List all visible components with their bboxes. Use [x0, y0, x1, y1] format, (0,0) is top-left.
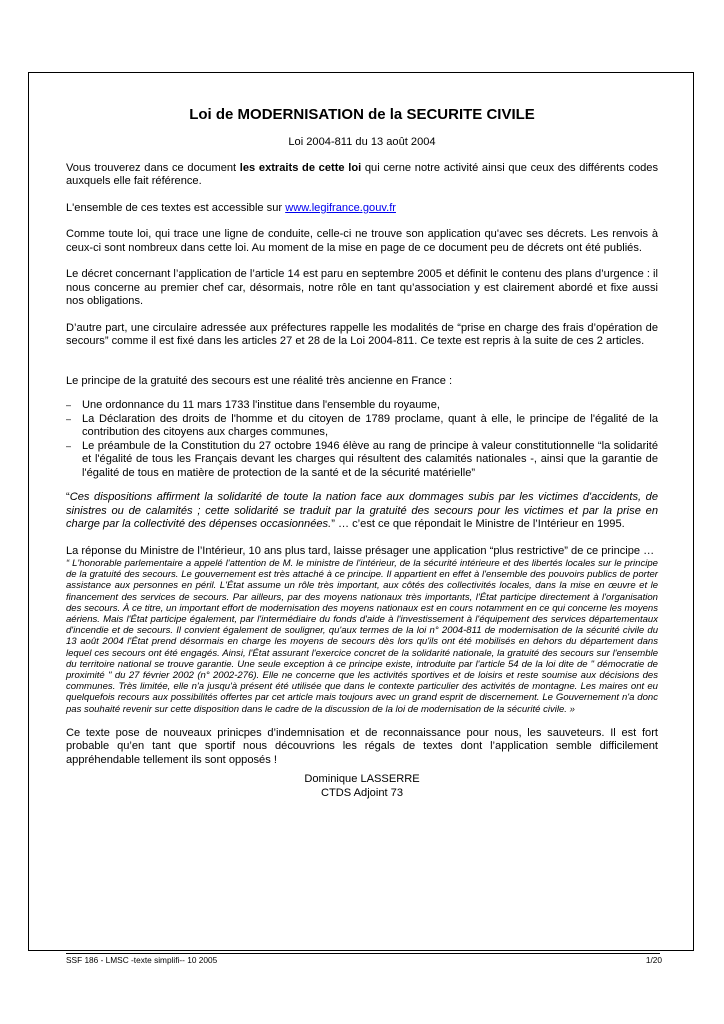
circulaire-paragraph: D’autre part, une circulaire adressée aux préfectures rappelle les modalités de “prise en charge des frais d’opération de secours” comme il est fixé dans les articles 27 et 28 de la Loi 2004-811. Ce texte est repris à la suite de ces 2 articles. [66, 321, 658, 347]
decrets-paragraph: Comme toute loi, qui trace une ligne de conduite, celle-ci ne trouve son application qu'avec ses décrets. Les renvois à ceux-ci sont nombreux dans cette loi. Au moment de la mise en page de ce document peu de décrets ont été publiés. [66, 228, 658, 254]
document-subtitle: Loi 2004-811 du 13 août 2004 [288, 136, 436, 148]
solidarity-quote: Ces dispositions affirment la solidarité de toute la nation face aux dommages subis par les victimes d'accidents, de sinistres ou de calamités ; cette solidarité se traduit par la gratuité des secours pour les victimes et par la prise en charge par la collectivité des dépenses occasionnées. [66, 491, 658, 530]
footer-document-ref: SSF 186 - LMSC -texte simplifi-- 10 2005 [66, 955, 218, 965]
decret-article14-paragraph: Le décret concernant l’application de l’article 14 est paru en septembre 2005 et définit le contenu des plans d’urgence : il nous concerne au premier chef car, désormais, notre rôle en tant qu’association y est clairement abordé et fixe aussi nos obligations. [66, 268, 658, 307]
conclusion-paragraph: Ce texte pose de nouveaux prinicpes d’indemnisation et de reconnaissance pour nous, les sauveteurs. Il est fort probable qu’en tant que sportif nous découvrions les régals de textes dont l’application semble difficilement appréhendable tellement ils sont opposés ! [66, 726, 658, 766]
footer-divider [66, 953, 660, 954]
list-item-text: Une ordonnance du 11 mars 1733 l'institue dans l'ensemble du royaume, [82, 399, 441, 411]
intro-text: Vous trouverez dans ce document [66, 161, 240, 174]
dash-bullet-icon: – [66, 440, 72, 451]
solidarity-paragraph [66, 491, 658, 532]
minister-response-paragraph: La réponse du Ministre de l’Intérieur, 10 ans plus tard, laisse présager une application “plus restrictive” de ce principe … [66, 544, 655, 557]
legifrance-text: L'ensemble de ces textes est accessible sur [66, 201, 286, 214]
intro-bold-text: les extraits de cette loi [239, 161, 362, 174]
intro-paragraph [66, 162, 658, 189]
open-quote: “ [66, 491, 70, 503]
document-title: Loi de MODERNISATION de la SECURITE CIVILE [189, 106, 535, 123]
list-item [66, 440, 658, 481]
intro-text-end: qui cerne notre activité ainsi que ceux des différents codes auxquels elle fait référence. [66, 161, 658, 187]
signature-role: CTDS Adjoint 73 [320, 786, 403, 799]
history-list [66, 399, 658, 480]
signature-name: Dominique LASSERRE [304, 773, 420, 786]
list-item-text: La Déclaration des droits de l'homme et du citoyen de 1789 proclame, quant à elle, le principe de l'égalité de la contribution des citoyens aux charges communes, [82, 412, 658, 438]
document-body [66, 106, 658, 800]
list-item [66, 399, 658, 413]
list-item [66, 413, 658, 440]
minister-quote-block: “ L'honorable parlementaire a appelé l'attention de M. le ministre de l'intérieur, de la sécurité intérieure et des libertés locales sur le principe de la gratuité des secours. Le gouvernement est très attaché à ce principe. Il appartient en effet à l'ensemble des pouvoirs publics de porter assistance aux personnes en péril. L'État assume un rôle très important, aux côtés des collectivités locales, dans la mise en œuvre et le financement des services de secours. Par ailleurs, par des moyens nationaux très importants, l'État participe directement à l'organisation des secours. À ce titre, un important effort de modernisation des moyens nationaux est en cours notamment en ce qui concerne les moyens aériens. Mais l'État participe également, par l'intermédiaire du fonds d'aide à l'investissement à l'équipement des services départementaux d'incendie et de secours. Il convient également de souligner, qu'aux termes de la loi n° 2004-811 de modernisation de la sécurité civile du 13 août 2004 l'État prend désormais en charge les moyens de secours dès lors qu'ils ont été mobilisés en dehors du département dans lequel ces secours ont été engagés. Ainsi, l'État assurant l'exercice concret de la solidarité nationale, la gratuité des secours sur l'ensemble du territoire national se trouve garantie. Une seule exception à ce principe existe, introduite par l'article 54 de la loi dite de " démocratie de proximité " du 27 février 2002 (n° 2002-276). Elle ne concerne que les activités sportives et de loisirs et reste soumise aux décisions des communes. Très limitée, elle n'a jusqu'à présent été utilisée que dans le contexte particulier des activités de montagne. Les maires ont eu quelquefois recours aux possibilités offertes par cet article mais toujours avec un grand esprit de discernement. Le Gouvernement n'a donc pas souhaité revenir sur cette disposition dans le cadre de la discussion de la loi de modernisation de la sécurité civile. » [66, 558, 658, 715]
footer-page-number: 1/20 [645, 955, 662, 965]
legifrance-link[interactable]: www.legifrance.gouv.fr [285, 201, 396, 214]
solidarity-after: ” … c’est ce que répondait le Ministre de l’Intérieur en 1995. [331, 518, 625, 530]
legifrance-paragraph [66, 202, 658, 216]
gratuite-intro-paragraph: Le principe de la gratuité des secours est une réalité très ancienne en France : [66, 374, 453, 387]
dash-bullet-icon: – [66, 413, 72, 424]
list-item-text: Le préambule de la Constitution du 27 octobre 1946 élève au rang de principe à valeur constitutionnelle “la solidarité et l'égalité de tous les Français devant les charges qui résultent des calamités nationales -, ainsi que la garantie de l'égalité de tous en matière de protection de la santé et de la sécurité matérielle” [82, 439, 658, 479]
dash-bullet-icon: – [66, 400, 72, 410]
